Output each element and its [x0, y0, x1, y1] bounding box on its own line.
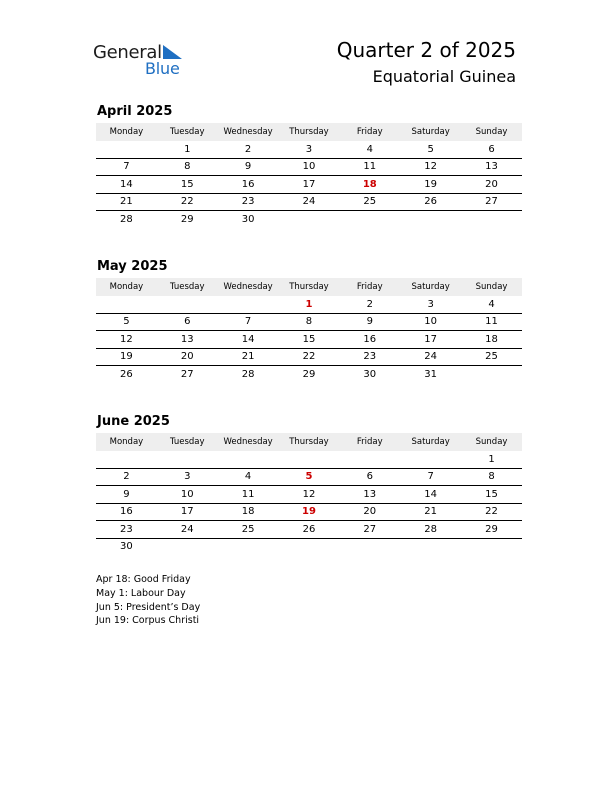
day-cell: 11: [461, 313, 522, 331]
day-cell: 30: [120, 541, 133, 553]
day-cell: 22: [279, 348, 340, 366]
week-row: [96, 296, 522, 313]
day-cell: 22: [461, 503, 522, 521]
weekday-header: Wednesday: [218, 433, 279, 451]
calendar-table: [96, 433, 522, 555]
day-cell: 5: [400, 141, 461, 158]
day-cell: 23: [96, 521, 157, 539]
day-cell: 5: [96, 313, 157, 331]
week-row: [96, 176, 522, 194]
day-cell: [157, 538, 218, 555]
day-cell: 27: [339, 521, 400, 539]
day-cell: 19: [96, 348, 157, 366]
day-cell: [400, 451, 461, 468]
day-cell: 29: [302, 368, 316, 380]
month-title: May 2025: [97, 259, 168, 274]
day-cell: 7: [400, 468, 461, 486]
day-cell: 12: [400, 158, 461, 176]
weekday-header-row: [96, 278, 522, 296]
day-cell: [400, 211, 461, 228]
weekday-header: Sunday: [461, 278, 522, 296]
day-cell: [279, 538, 340, 555]
day-cell: 18: [339, 176, 400, 194]
day-cell: 6: [339, 468, 400, 486]
week-row: [96, 158, 522, 176]
day-cell: 5: [279, 468, 340, 486]
day-cell: 17: [279, 176, 340, 194]
day-cell: 4: [339, 141, 400, 158]
day-cell: 21: [400, 503, 461, 521]
day-cell: 12: [279, 486, 340, 504]
day-cell: [279, 211, 340, 228]
day-cell: 10: [400, 313, 461, 331]
day-cell: [461, 211, 522, 228]
weekday-header: Thursday: [279, 433, 340, 451]
day-cell: 4: [461, 296, 522, 313]
day-cell: 20: [157, 348, 218, 366]
week-row: [96, 348, 522, 366]
day-cell: 17: [157, 503, 218, 521]
day-cell: 1: [279, 296, 340, 313]
weekday-header: Saturday: [400, 433, 461, 451]
day-cell: 4: [218, 468, 279, 486]
day-cell: [279, 451, 340, 468]
day-cell: 29: [180, 213, 194, 225]
day-cell: 15: [461, 486, 522, 504]
day-cell: 10: [157, 486, 218, 504]
week-row: [96, 468, 522, 486]
weekday-header: Friday: [339, 433, 400, 451]
day-cell: 8: [461, 468, 522, 486]
week-row: [96, 313, 522, 331]
day-cell: [400, 538, 461, 555]
weekday-header: Tuesday: [157, 123, 218, 141]
week-row: [96, 193, 522, 211]
month-april: [96, 103, 522, 228]
brand-logo: [93, 42, 193, 78]
day-cell: 23: [339, 348, 400, 366]
weekday-header: Sunday: [461, 123, 522, 141]
month-june: [96, 413, 522, 555]
week-row: [96, 538, 522, 555]
day-cell: 28: [241, 368, 255, 380]
day-cell: 27: [461, 193, 522, 211]
day-cell: [339, 451, 400, 468]
day-cell: 25: [218, 521, 279, 539]
brand-triangle-icon: [161, 44, 183, 60]
holiday-note: Jun 19: Corpus Christi: [96, 615, 200, 627]
weekday-header: Friday: [339, 123, 400, 141]
day-cell: 11: [218, 486, 279, 504]
day-cell: 25: [461, 348, 522, 366]
day-cell: 13: [339, 486, 400, 504]
week-row: [96, 486, 522, 504]
day-cell: [218, 538, 279, 555]
holiday-notes: [96, 573, 200, 628]
month-title: April 2025: [97, 104, 173, 119]
weekday-header: Wednesday: [218, 278, 279, 296]
day-cell: [96, 296, 157, 313]
calendar-table: [96, 123, 522, 228]
holiday-note: Apr 18: Good Friday: [96, 574, 191, 585]
day-cell: 24: [279, 193, 340, 211]
week-row: [96, 521, 522, 539]
weekday-header: Friday: [339, 278, 400, 296]
day-cell: 20: [339, 503, 400, 521]
day-cell: 30: [363, 368, 377, 380]
day-cell: 24: [157, 521, 218, 539]
day-cell: 26: [120, 368, 133, 380]
day-cell: 7: [218, 313, 279, 331]
page-title: Quarter 2 of 2025: [336, 38, 516, 62]
day-cell: 6: [157, 313, 218, 331]
day-cell: 18: [218, 503, 279, 521]
day-cell: 2: [339, 296, 400, 313]
day-cell: 8: [157, 158, 218, 176]
day-cell: 2: [218, 141, 279, 158]
weekday-header: Monday: [96, 278, 157, 296]
page-subtitle: Equatorial Guinea: [372, 67, 516, 86]
weekday-header: Thursday: [279, 123, 340, 141]
day-cell: [218, 451, 279, 468]
day-cell: 20: [461, 176, 522, 194]
day-cell: 21: [218, 348, 279, 366]
day-cell: 16: [339, 331, 400, 349]
day-cell: 9: [96, 486, 157, 504]
day-cell: 3: [400, 296, 461, 313]
day-cell: 14: [96, 176, 157, 194]
day-cell: 21: [96, 193, 157, 211]
weekday-header-row: [96, 433, 522, 451]
weekday-header: Saturday: [400, 278, 461, 296]
day-cell: 28: [400, 521, 461, 539]
day-cell: [461, 538, 522, 555]
day-cell: 6: [461, 141, 522, 158]
day-cell: 11: [339, 158, 400, 176]
day-cell: 26: [400, 193, 461, 211]
brand-blue-text: Blue: [145, 59, 180, 78]
calendar-table: [96, 278, 522, 383]
day-cell: 17: [400, 331, 461, 349]
weekday-header: Saturday: [400, 123, 461, 141]
weekday-header: Monday: [96, 123, 157, 141]
day-cell: [157, 451, 218, 468]
day-cell: 27: [180, 368, 194, 380]
day-cell: [461, 366, 522, 383]
day-cell: 12: [96, 331, 157, 349]
day-cell: 13: [157, 331, 218, 349]
day-cell: 28: [120, 213, 133, 225]
week-row: [96, 366, 522, 383]
day-cell: 19: [279, 503, 340, 521]
day-cell: 14: [400, 486, 461, 504]
week-row: [96, 211, 522, 228]
weekday-header: Thursday: [279, 278, 340, 296]
weekday-header: Wednesday: [218, 123, 279, 141]
week-row: [96, 141, 522, 158]
day-cell: 9: [339, 313, 400, 331]
month-title: June 2025: [97, 414, 170, 429]
day-cell: 19: [400, 176, 461, 194]
holiday-note: Jun 5: President’s Day: [96, 601, 201, 613]
day-cell: 2: [96, 468, 157, 486]
day-cell: 30: [241, 213, 255, 225]
day-cell: 10: [279, 158, 340, 176]
week-row: [96, 331, 522, 349]
day-cell: [96, 451, 157, 468]
day-cell: 1: [157, 141, 218, 158]
weekday-header-row: [96, 123, 522, 141]
day-cell: 15: [279, 331, 340, 349]
weekday-header: Sunday: [461, 433, 522, 451]
day-cell: [96, 141, 157, 158]
day-cell: 16: [218, 176, 279, 194]
weekday-header: Tuesday: [157, 278, 218, 296]
day-cell: [339, 211, 400, 228]
day-cell: [339, 538, 400, 555]
weekday-header: Monday: [96, 433, 157, 451]
holiday-note: May 1: Labour Day: [96, 587, 186, 599]
week-row: [96, 503, 522, 521]
day-cell: 3: [279, 141, 340, 158]
month-may: [96, 258, 522, 383]
day-cell: 23: [218, 193, 279, 211]
day-cell: 1: [461, 451, 522, 468]
day-cell: 15: [157, 176, 218, 194]
week-row: [96, 451, 522, 468]
day-cell: 26: [279, 521, 340, 539]
day-cell: 29: [461, 521, 522, 539]
weekday-header: Tuesday: [157, 433, 218, 451]
day-cell: 7: [96, 158, 157, 176]
day-cell: 9: [218, 158, 279, 176]
day-cell: 24: [400, 348, 461, 366]
day-cell: 8: [279, 313, 340, 331]
day-cell: 31: [424, 368, 437, 380]
day-cell: 18: [461, 331, 522, 349]
day-cell: 3: [157, 468, 218, 486]
day-cell: 25: [339, 193, 400, 211]
day-cell: 22: [157, 193, 218, 211]
brand-general-text: General: [93, 42, 162, 63]
day-cell: 14: [218, 331, 279, 349]
day-cell: [157, 296, 218, 313]
day-cell: 13: [461, 158, 522, 176]
day-cell: [218, 296, 279, 313]
day-cell: 16: [96, 503, 157, 521]
